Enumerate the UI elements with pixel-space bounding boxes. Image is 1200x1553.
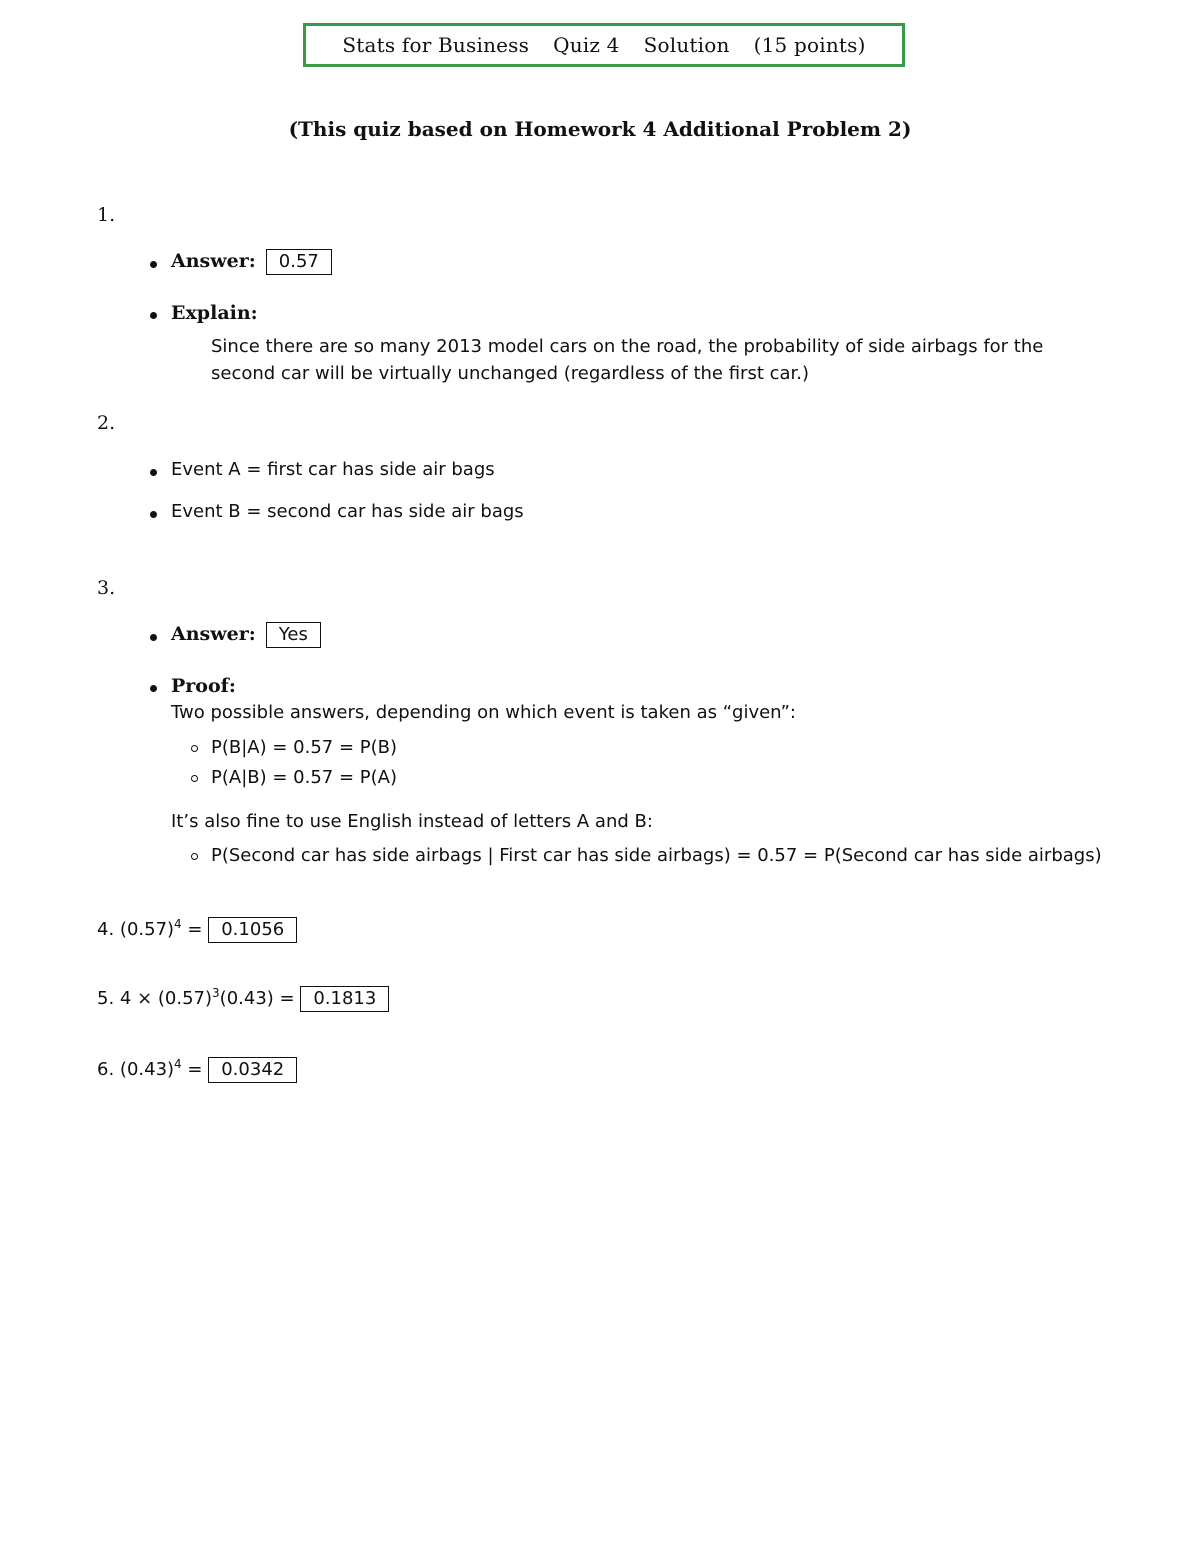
q3-answer-label: Answer: xyxy=(171,623,256,645)
q2-event-b: Event B = second car has side air bags xyxy=(171,501,524,522)
subtitle: (This quiz based on Homework 4 Additional Problem 2) xyxy=(288,117,912,141)
q3-answer-line xyxy=(171,622,321,648)
q3-proof-label: Proof: xyxy=(171,675,236,697)
q5-answer-box: 0.1813 xyxy=(300,986,389,1012)
solution-label: Solution xyxy=(643,33,730,57)
q5-suffix: (0.43) = xyxy=(219,988,295,1009)
circle-bullet-icon xyxy=(191,775,198,782)
q1-answer-box: 0.57 xyxy=(266,249,332,275)
q6-exp: 4 xyxy=(174,1057,182,1071)
q3-proof-intro: Two possible answers, depending on which event is taken as “given”: xyxy=(171,702,796,723)
q6-answer-box: 0.0342 xyxy=(208,1057,297,1083)
q6-number: 6. xyxy=(97,1059,115,1080)
q6-line xyxy=(97,1057,297,1083)
points-label: (15 points) xyxy=(753,33,866,57)
q4-base: (0.57) xyxy=(119,919,175,940)
circle-bullet-icon xyxy=(191,745,198,752)
circle-bullet-icon xyxy=(191,853,198,860)
q3-number: 3. xyxy=(97,577,116,599)
q6-eq: = xyxy=(181,1059,203,1080)
q5-exp: 3 xyxy=(212,986,220,1000)
bullet-icon xyxy=(150,261,157,268)
q2-number: 2. xyxy=(97,412,116,434)
q3-eq3: P(Second car has side airbags | First car has side airbags) = 0.57 = P(Second car has side airbags) xyxy=(211,845,1102,866)
title-box xyxy=(303,23,905,67)
course-title: Stats for Business xyxy=(342,33,530,57)
q3-answer-box: Yes xyxy=(266,622,321,648)
bullet-icon xyxy=(150,634,157,641)
q4-exp: 4 xyxy=(174,917,182,931)
q1-explain-line1: Since there are so many 2013 model cars on the road, the probability of side airbags for the xyxy=(211,336,1044,357)
bullet-icon xyxy=(150,312,157,319)
q1-explain-line2: second car will be virtually unchanged (regardless of the first car.) xyxy=(211,363,810,384)
q3-english-note: It’s also fine to use English instead of letters A and B: xyxy=(171,811,653,832)
q1-explain-label: Explain: xyxy=(171,302,258,324)
bullet-icon xyxy=(150,469,157,476)
q5-prefix: 4 × (0.57) xyxy=(119,988,213,1009)
quiz-number: Quiz 4 xyxy=(553,33,620,57)
q2-event-a: Event A = first car has side air bags xyxy=(171,459,495,480)
q6-base: (0.43) xyxy=(119,1059,175,1080)
q3-eq2: P(A|B) = 0.57 = P(A) xyxy=(211,767,397,788)
q4-answer-box: 0.1056 xyxy=(208,917,297,943)
q5-line xyxy=(97,986,389,1012)
q1-answer-line xyxy=(171,249,332,275)
q3-eq1: P(B|A) = 0.57 = P(B) xyxy=(211,737,398,758)
q5-number: 5. xyxy=(97,988,115,1009)
bullet-icon xyxy=(150,511,157,518)
q4-number: 4. xyxy=(97,919,115,940)
q1-answer-label: Answer: xyxy=(171,250,256,272)
q1-number: 1. xyxy=(97,204,116,226)
bullet-icon xyxy=(150,685,157,692)
q4-eq: = xyxy=(181,919,203,940)
q4-line xyxy=(97,917,297,943)
